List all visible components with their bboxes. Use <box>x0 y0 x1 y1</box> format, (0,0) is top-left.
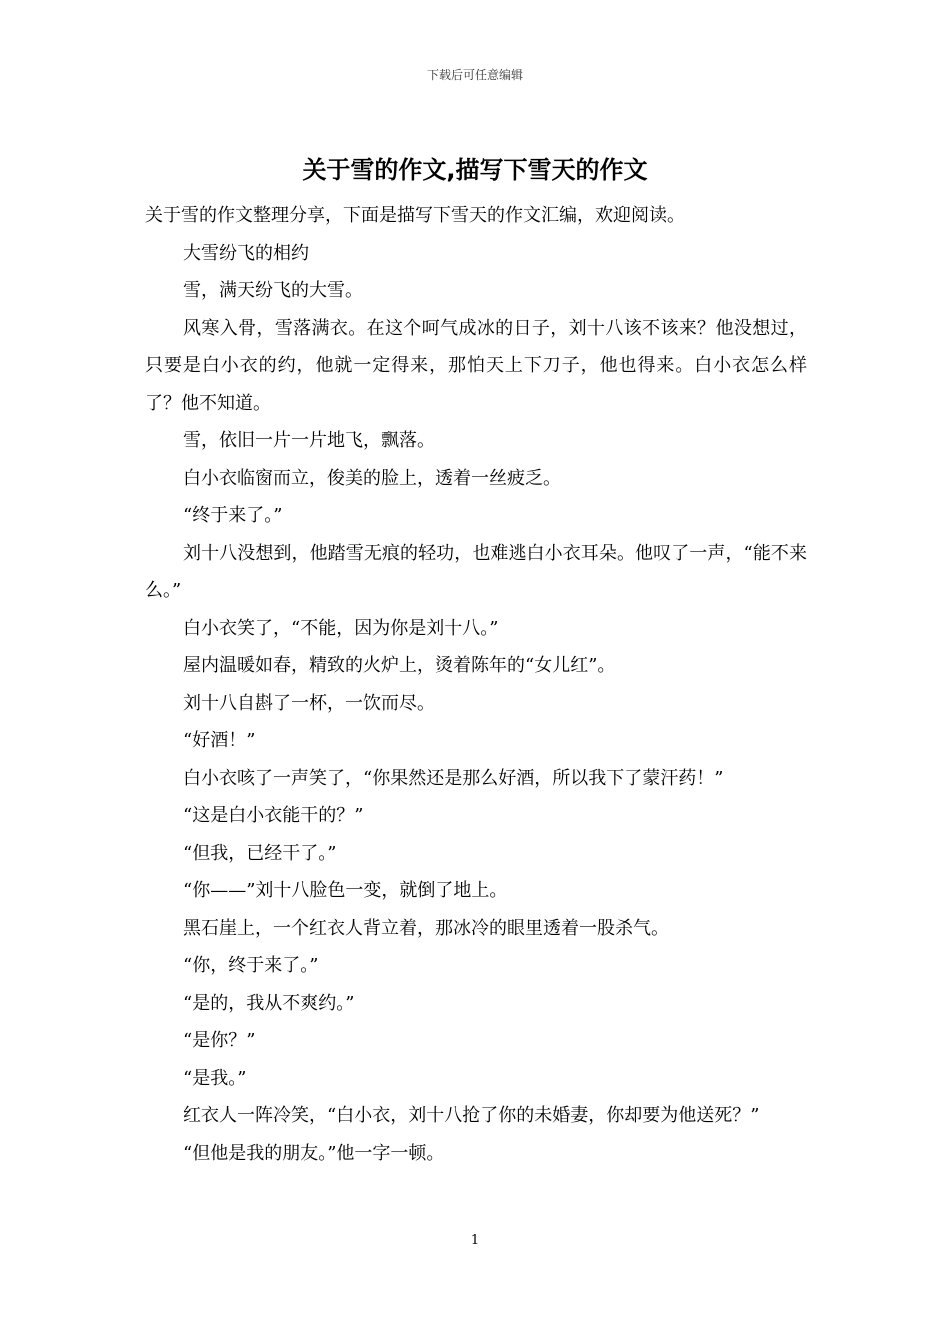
paragraph: 雪，满天纷飞的大雪。 <box>183 280 363 301</box>
paragraph: 白小衣咳了一声笑了，“你果然还是那么好酒，所以我下了蒙汗药！” <box>183 767 724 789</box>
paragraph: “好酒！” <box>183 730 256 751</box>
paragraph: 黑石崖上，一个红衣人背立着，那冰冷的眼里透着一股杀气。 <box>183 917 669 939</box>
paragraph: “是我。” <box>183 1067 247 1089</box>
paragraph: “你，终于来了。” <box>183 955 319 976</box>
paragraph: 刘十八自斟了一杯，一饮而尽。 <box>183 692 435 714</box>
paragraph: “是的，我从不爽约。” <box>183 992 355 1014</box>
header-note: 下载后可任意编辑 <box>426 68 523 82</box>
paragraph: “但他是我的朋友。”他一字一顿。 <box>183 1142 445 1164</box>
document-body <box>145 197 807 1172</box>
document-title: 关于雪的作文,描写下雪天的作文 <box>302 156 648 184</box>
paragraph: “你——”刘十八脸色一变，就倒了地上。 <box>183 880 508 901</box>
paragraph: “但我，已经干了。” <box>183 842 337 864</box>
paragraph: 白小衣临窗而立，俊美的脸上，透着一丝疲乏。 <box>183 467 561 489</box>
paragraph: 关于雪的作文整理分享，下面是描写下雪天的作文汇编，欢迎阅读。 <box>145 205 685 226</box>
paragraph: 红衣人一阵冷笑，“白小衣，刘十八抢了你的未婚妻，你却要为他送死？” <box>183 1105 760 1126</box>
paragraph: 风寒入骨，雪落满衣。在这个呵气成冰的日子，刘十八该不该来？他没想过，只要是白小衣的约，他就一定得来，那怕天上下刀子，他也得来。白小衣怎么样了？他不知道。 <box>145 317 807 414</box>
paragraph: 屋内温暖如春，精致的火炉上，烫着陈年的“女儿红”。 <box>183 655 616 676</box>
paragraph: 刘十八没想到，他踏雪无痕的轻功，也难逃白小衣耳朵。他叹了一声，“能不来么。” <box>145 542 807 601</box>
paragraph: 白小衣笑了，“不能，因为你是刘十八。” <box>183 617 499 639</box>
paragraph: “这是白小衣能干的？” <box>183 805 364 826</box>
paragraph: “终于来了。” <box>183 505 283 526</box>
paragraph: “是你？” <box>183 1030 256 1051</box>
paragraph: 大雪纷飞的相约 <box>183 242 309 264</box>
page-number: 1 <box>470 1233 480 1248</box>
paragraph: 雪，依旧一片一片地飞，飘落。 <box>183 430 435 451</box>
